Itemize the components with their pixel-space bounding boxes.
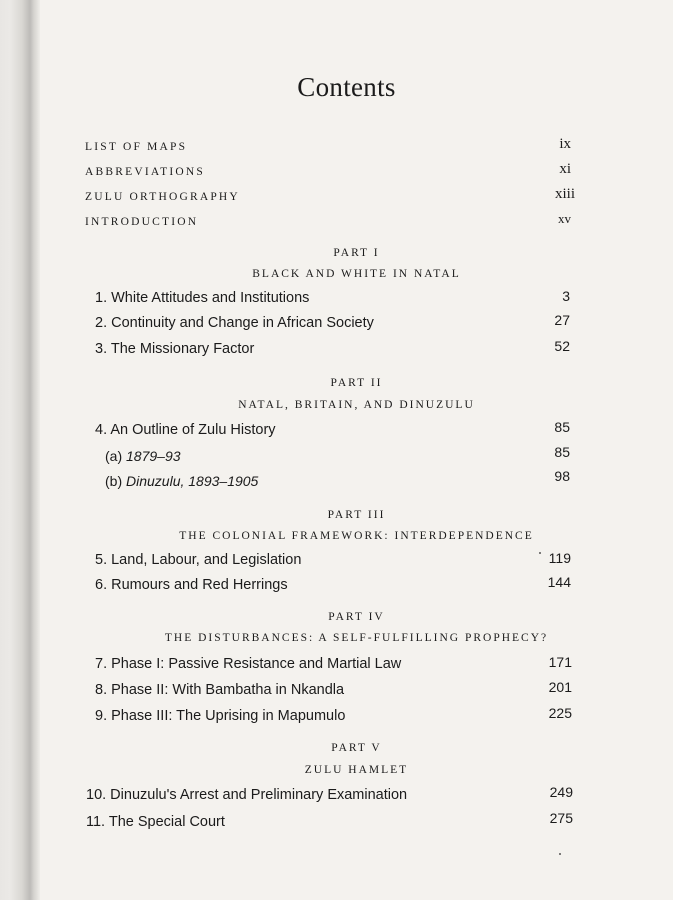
toc-entry-chapter	[40, 574, 673, 599]
toc-entry-page: xv	[558, 211, 571, 226]
toc-entry-label: 7. Phase I: Passive Resistance and Martial Law	[95, 656, 402, 672]
toc-entry-chapter	[40, 656, 673, 678]
toc-entry-page: 27	[554, 312, 570, 328]
contents-page	[40, 0, 673, 900]
toc-entry-page: 119	[548, 550, 571, 566]
toc-entry-label: LIST OF MAPS	[85, 141, 188, 153]
part-title: NATAL, BRITAIN, AND DINUZULU	[238, 399, 475, 411]
toc-entry-page: xi	[559, 161, 571, 177]
print-speck	[539, 552, 541, 554]
toc-entry-chapter	[40, 705, 673, 730]
toc-entry-label: 4. An Outline of Zulu History	[95, 422, 276, 438]
toc-entry-page: 225	[548, 705, 572, 721]
part-title: BLACK AND WHITE IN NATAL	[252, 268, 461, 280]
toc-entry-label: 10. Dinuzulu's Arrest and Preliminary Examination	[86, 787, 408, 803]
toc-entry-page: 201	[548, 679, 572, 695]
toc-entry-page: 85	[554, 419, 570, 435]
toc-entry-page: 171	[548, 654, 572, 670]
toc-entry-front-matter	[40, 211, 673, 236]
toc-entry-front-matter	[40, 136, 673, 161]
toc-entry-page: 98	[554, 468, 570, 484]
toc-entry-subsection	[40, 444, 673, 470]
toc-entry-front-matter	[40, 161, 673, 186]
part-number: PART III	[327, 509, 386, 521]
toc-entry-page: 52	[554, 338, 570, 354]
toc-entry-page: xiii	[554, 186, 575, 202]
subsection-prefix: (a)	[105, 448, 123, 464]
subsection-title: 1879–93	[126, 448, 181, 464]
toc-entry-label: 1. White Attitudes and Institutions	[95, 290, 310, 306]
toc-entry-page: 85	[554, 444, 570, 460]
toc-entry-front-matter	[40, 186, 673, 211]
toc-entry-chapter	[40, 810, 673, 836]
toc-entry-chapter	[40, 338, 673, 363]
toc-entry-label: ABBREVIATIONS	[85, 166, 205, 178]
toc-entry-page: ix	[559, 136, 571, 152]
toc-entry-label: 5. Land, Labour, and Legislation	[95, 552, 302, 568]
toc-entry-chapter	[40, 290, 673, 312]
part-number: PART I	[333, 247, 380, 259]
toc-entry-label: INTRODUCTION	[85, 216, 199, 228]
toc-entry-subsection	[40, 468, 673, 495]
page-title: Contents	[297, 72, 396, 102]
toc-entry-chapter	[40, 784, 673, 809]
part-title: ZULU HAMLET	[304, 764, 409, 776]
toc-entry-page: 144	[547, 574, 571, 590]
book-gutter-shadow	[0, 0, 40, 900]
toc-entry-chapter	[40, 679, 673, 704]
toc-entry-page: 249	[549, 784, 573, 800]
toc-entry-label	[105, 473, 258, 489]
subsection-prefix: (b)	[105, 473, 123, 489]
toc-entry-chapter	[40, 552, 673, 574]
toc-entry-chapter	[40, 419, 673, 444]
toc-entry-label: ZULU ORTHOGRAPHY	[85, 191, 240, 203]
print-speck	[559, 853, 561, 855]
toc-entry-page: 3	[562, 288, 570, 304]
subsection-title: Dinuzulu, 1893–1905	[126, 473, 259, 489]
toc-entry-label: 11. The Special Court	[86, 814, 225, 830]
toc-entry-label: 9. Phase III: The Uprising in Mapumulo	[95, 708, 346, 724]
toc-entry-label: 2. Continuity and Change in African Society	[95, 315, 374, 331]
part-title: THE DISTURBANCES: A SELF-FULFILLING PROPHECY?	[164, 632, 549, 644]
toc-entry-label: 8. Phase II: With Bambatha in Nkandla	[95, 682, 345, 698]
toc-entry-chapter	[40, 312, 673, 337]
toc-entry-label	[105, 448, 181, 464]
toc-entry-page: 275	[549, 810, 573, 826]
toc-entry-label: 3. The Missionary Factor	[95, 341, 255, 357]
part-title: THE COLONIAL FRAMEWORK: INTERDEPENDENCE	[179, 530, 534, 542]
part-number: PART IV	[328, 611, 385, 623]
part-number: PART V	[331, 742, 382, 754]
toc-entry-label: 6. Rumours and Red Herrings	[95, 577, 288, 593]
part-number: PART II	[330, 377, 383, 389]
